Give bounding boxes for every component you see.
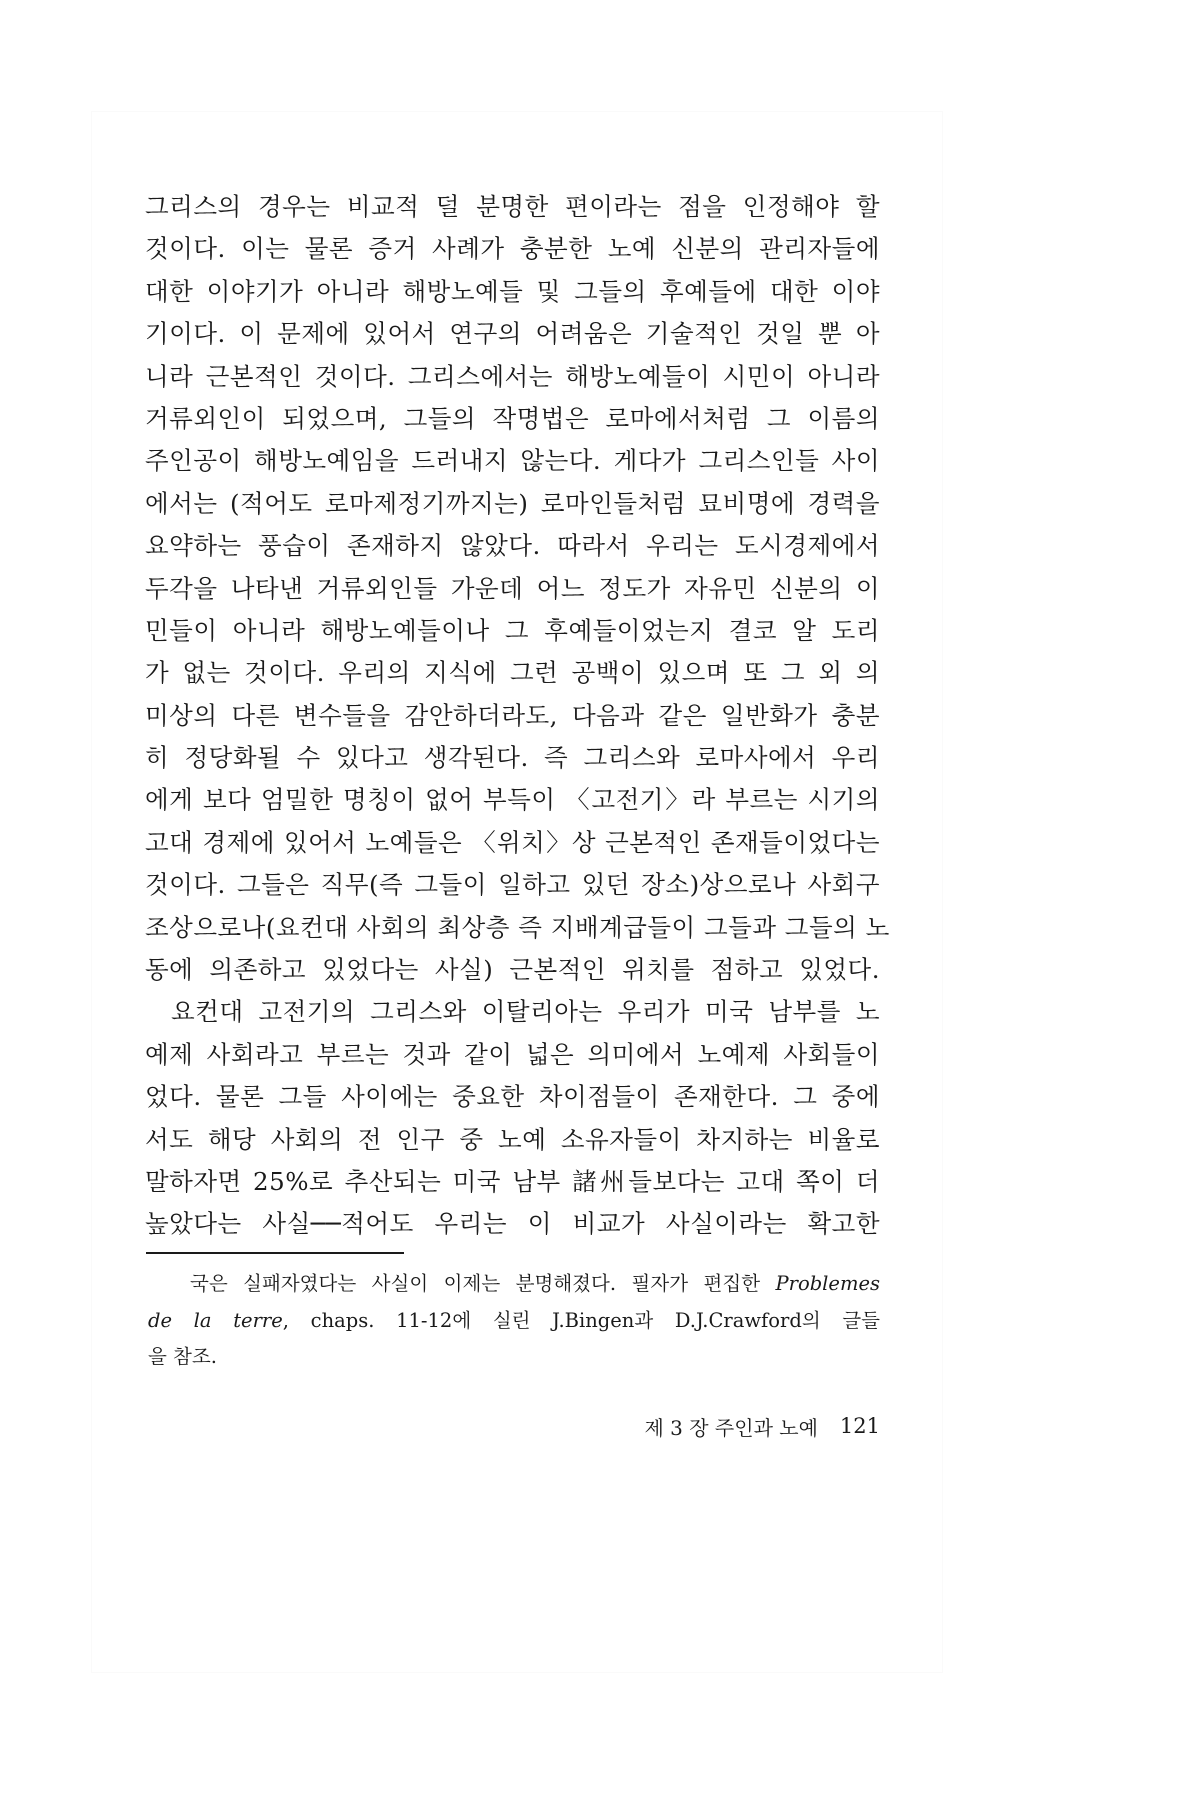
- body-line: 가 없는 것이다. 우리의 지식에 그런 공백이 있으며 또 그 외 의: [145, 658, 880, 688]
- chapter-title: 제 3 장 주인과 노예: [644, 1415, 818, 1440]
- running-footer: [560, 1406, 880, 1446]
- body-line: 높았다는 사실──적어도 우리는 이 비교가 사실이라는 확고한: [145, 1209, 880, 1239]
- body-line: 말하자면 25%로 추산되는 미국 남부 諸州들보다는 고대 쪽이 더: [145, 1166, 880, 1196]
- body-line: 었다. 물론 그들 사이에는 중요한 차이점들이 존재한다. 그 중에: [145, 1082, 880, 1112]
- footnote-line: [148, 1303, 880, 1340]
- footnote-text: 국은 실패자였다는 사실이 이제는 분명해졌다. 필자가 편집한: [190, 1272, 776, 1295]
- body-line: 고대 경제에 있어서 노예들은 〈위치〉상 근본적인 존재들이었다는: [145, 827, 880, 857]
- body-line: 조상으로나(요컨대 사회의 최상층 즉 지배계급들이 그들과 그들의 노: [145, 912, 890, 942]
- body-line: 그리스의 경우는 비교적 덜 분명한 편이라는 점을 인정해야 할: [145, 192, 880, 221]
- body-line: 에서는 (적어도 로마제정기까지는) 로마인들처럼 묘비명에 경력을: [145, 488, 880, 518]
- footnote-book-title: de la terre: [148, 1308, 283, 1332]
- page-number: 121: [839, 1414, 880, 1438]
- body-line: 대한 이야기가 아니라 해방노예들 및 그들의 후예들에 대한 이야: [145, 276, 880, 306]
- footnote-text: 을 참조.: [148, 1345, 217, 1368]
- footnote-divider: [146, 1252, 404, 1254]
- body-line: 히 정당화될 수 있다고 생각된다. 즉 그리스와 로마사에서 우리: [145, 743, 880, 773]
- footnote: [148, 1266, 880, 1376]
- footnote-line: [148, 1339, 880, 1376]
- body-line: 니라 근본적인 것이다. 그리스에서는 해방노예들이 시민이 아니라: [145, 361, 880, 391]
- body-line: 에게 보다 엄밀한 명칭이 없어 부득이 〈고전기〉라 부르는 시기의: [145, 785, 880, 815]
- footnote-line: [190, 1266, 880, 1303]
- body-line: 것이다. 이는 물론 증거 사례가 충분한 노예 신분의 관리자들에: [145, 234, 880, 264]
- body-line: 두각을 나타낸 거류외인들 가운데 어느 정도가 자유민 신분의 이: [145, 573, 880, 603]
- body-line: 동에 의존하고 있었다는 사실) 근본적인 위치를 점하고 있었다.: [145, 955, 880, 985]
- body-line: 요약하는 풍습이 존재하지 않았다. 따라서 우리는 도시경제에서: [145, 531, 880, 561]
- footnote-book-title: Problemes: [775, 1272, 880, 1295]
- body-line: 기이다. 이 문제에 있어서 연구의 어려움은 기술적인 것일 뿐 아: [145, 319, 880, 349]
- body-text: [145, 186, 890, 1246]
- body-line: 서도 해당 사회의 전 인구 중 노예 소유자들이 차지하는 비율로: [145, 1124, 880, 1154]
- body-line: 요컨대 고전기의 그리스와 이탈리아는 우리가 미국 남부를 노: [171, 997, 880, 1027]
- footnote-text: , chaps. 11-12에 실린 J.Bingen과 D.J.Crawford의 글들: [282, 1308, 880, 1332]
- body-line: 미상의 다른 변수들을 감안하더라도, 다음과 같은 일반화가 충분: [145, 700, 880, 730]
- body-line: 것이다. 그들은 직무(즉 그들이 일하고 있던 장소)상으로나 사회구: [145, 870, 880, 900]
- body-line: 주인공이 해방노예임을 드러내지 않는다. 게다가 그리스인들 사이: [145, 446, 880, 476]
- body-line: 민들이 아니라 해방노예들이나 그 후예들이었는지 결코 알 도리: [145, 615, 880, 645]
- body-line: 예제 사회라고 부르는 것과 같이 넓은 의미에서 노예제 사회들이: [145, 1039, 880, 1069]
- body-line: 거류외인이 되었으며, 그들의 작명법은 로마에서처럼 그 이름의: [145, 403, 880, 433]
